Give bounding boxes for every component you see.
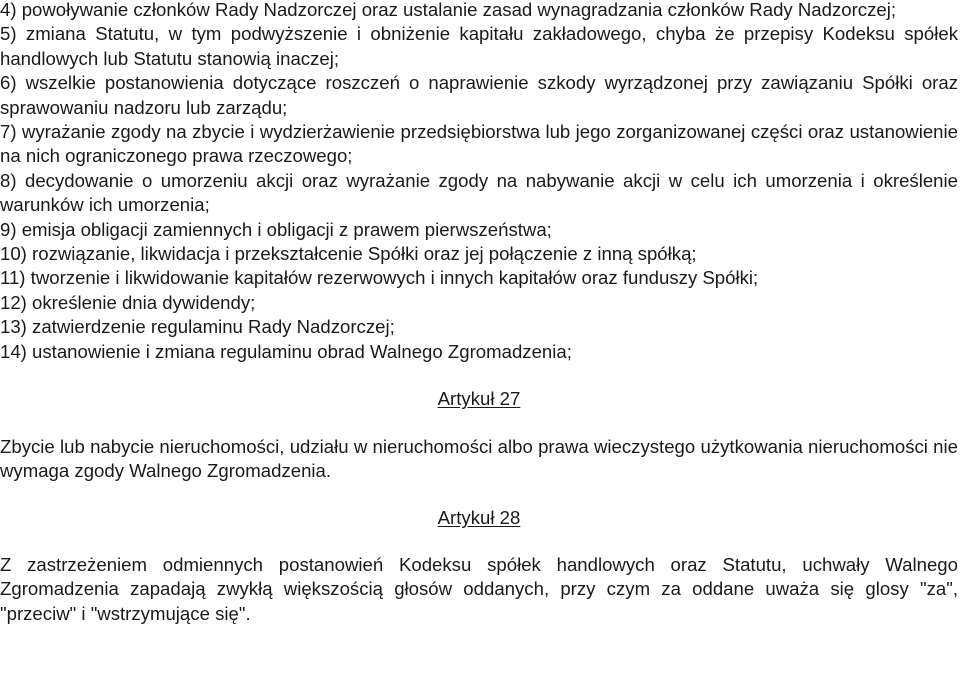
list-item-9: 9) emisja obligacji zamiennych i obligacji z prawem pierwszeństwa; (0, 218, 552, 240)
list-item-4: 4) powoływanie członków Rady Nadzorczej oraz ustalanie zasad wynagradzania członków Rady Nadzorczej; (0, 0, 897, 20)
list-item-11: 11) tworzenie i likwidowanie kapitałów rezerwowych i innych kapitałów oraz funduszy Spółki; (0, 267, 759, 289)
list-item-5: 5) zmiana Statutu, w tym podwyższenie i obniżenie kapitału zakładowego, chyba że przepisy Kodeksu spółek handlowych lub Statutu stanowią inaczej; (0, 23, 958, 69)
article-27-text: Zbycie lub nabycie nieruchomości, udziału w nieruchomości albo prawa wieczystego użytkowania nieruchomości nie wymaga zgody Walnego Zgromadzenia. (0, 435, 958, 481)
list-item-14: 14) ustanowienie i zmiana regulaminu obrad Walnego Zgromadzenia; (0, 340, 572, 362)
article-28-text: Z zastrzeżeniem odmiennych postanowień Kodeksu spółek handlowych oraz Statutu, uchwały Walnego Zgromadzenia zapadają zwykłą większością głosów oddanych, przy czym za oddane uważa się glosy "za", "przeciw" i "wstrzymujące się". (0, 553, 958, 624)
list-item-10: 10) rozwiązanie, likwidacja i przekształcenie Spółki oraz jej połączenie z inną spółką; (0, 243, 697, 265)
article-27-heading: Artykuł 27 (437, 388, 521, 410)
article-28-heading: Artykuł 28 (437, 507, 521, 529)
list-item-8: 8) decydowanie o umorzeniu akcji oraz wyrażanie zgody na nabywanie akcji w celu ich umorzenia i określenie warunków ich umorzenia; (0, 169, 958, 216)
list-item-12: 12) określenie dnia dywidendy; (0, 291, 256, 313)
list-item-13: 13) zatwierdzenie regulaminu Rady Nadzorczej; (0, 316, 395, 338)
list-item-6: 6) wszelkie postanowienia dotyczące roszczeń o naprawienie szkody wyrządzonej przy zawiązaniu Spółki oraz sprawowaniu nadzoru lub zarządu; (0, 72, 958, 118)
list-item-7: 7) wyrażanie zgody na zbycie i wydzierżawienie przedsiębiorstwa lub jego zorganizowanej części oraz ustanowienie na nich ograniczonego prawa rzeczowego; (0, 121, 958, 167)
